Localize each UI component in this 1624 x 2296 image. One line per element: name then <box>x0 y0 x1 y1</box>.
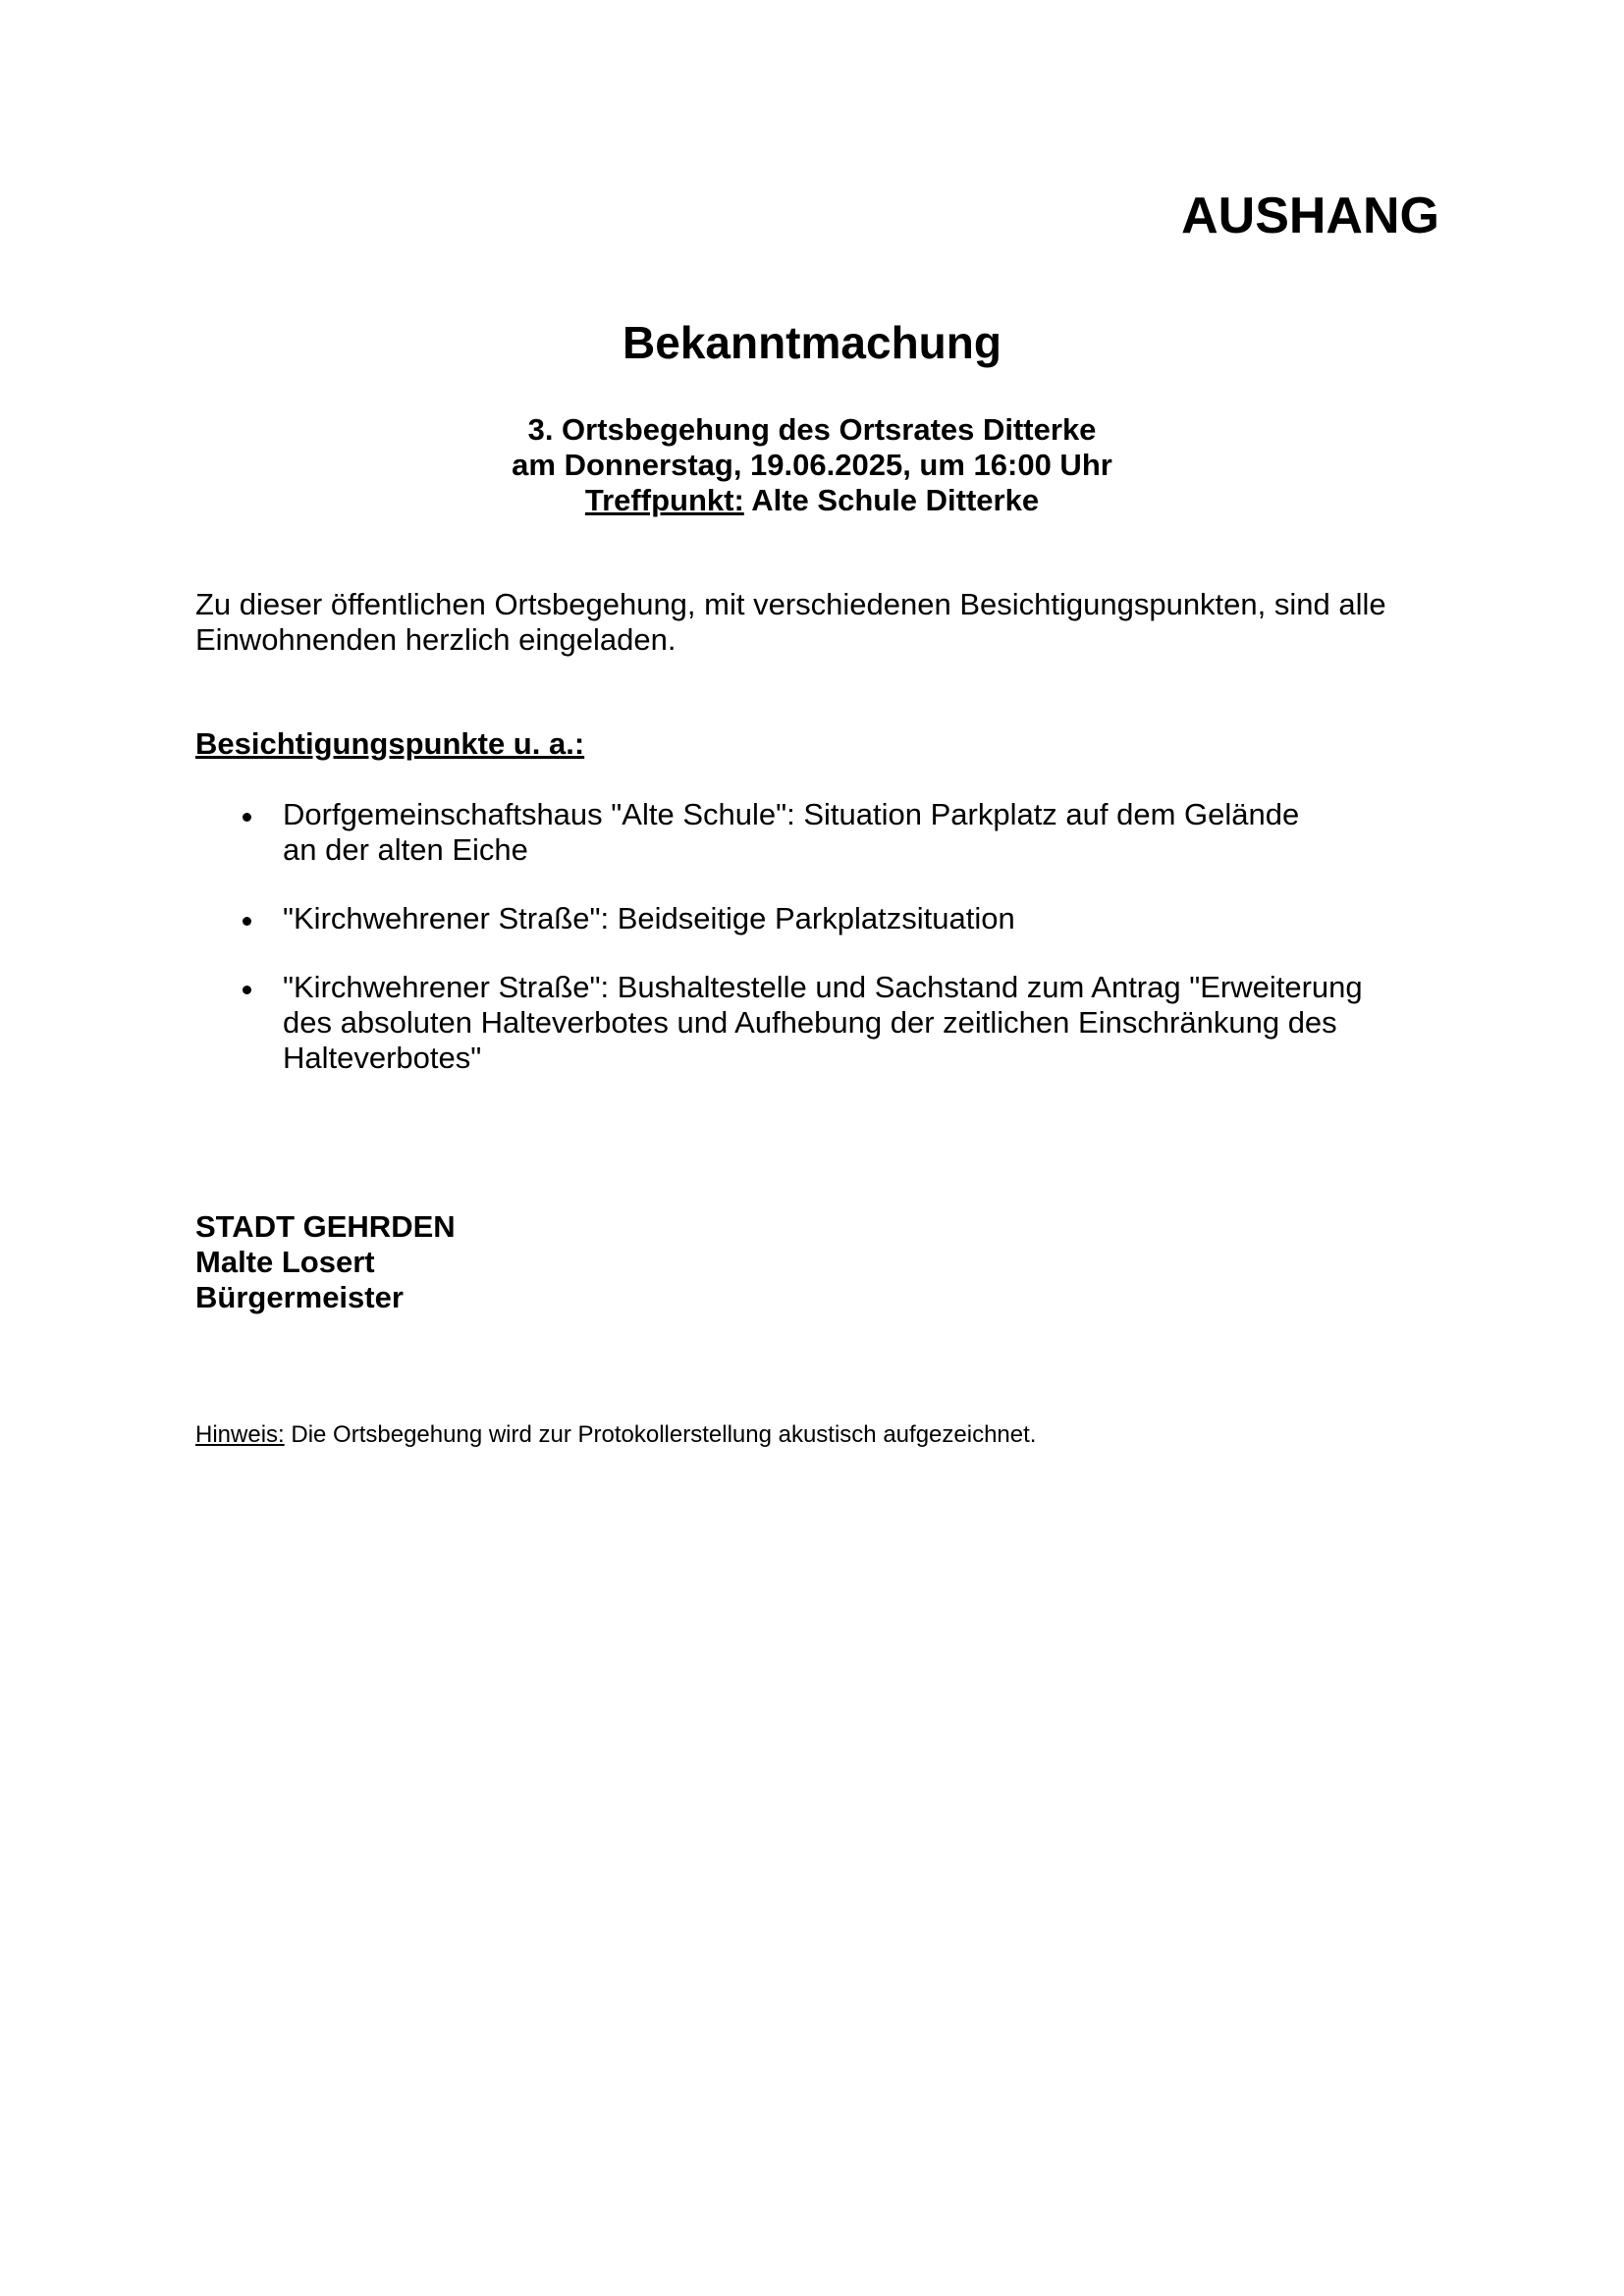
list-item <box>195 797 1374 868</box>
signature-role: Bürgermeister <box>195 1280 404 1314</box>
list-item-line: "Kirchwehrener Straße": Bushaltestelle und Sachstand zum Antrag "Erweiterung <box>283 970 1363 1004</box>
document-title: Bekanntmachung <box>623 317 1001 368</box>
meeting-point-value: Alte Schule Ditterke <box>743 483 1040 517</box>
aushang-label: AUSHANG <box>1181 187 1439 244</box>
bullet-icon <box>243 813 251 822</box>
event-subtitle <box>0 412 1624 518</box>
note-label: Hinweis: <box>195 1421 285 1448</box>
list-item-line: Dorfgemeinschaftshaus "Alte Schule": Situation Parkplatz auf dem Gelände <box>283 797 1300 831</box>
points-list <box>195 797 1374 1109</box>
bullet-icon <box>243 986 251 994</box>
meeting-point-label: Treffpunkt: <box>584 483 744 517</box>
list-item-line: "Kirchwehrener Straße": Beidseitige Parkplatzsituation <box>283 901 1015 935</box>
list-item-line: Halteverbotes" <box>283 1041 482 1075</box>
signature-name: Malte Losert <box>195 1245 375 1279</box>
intro-paragraph: Zu dieser öffentlichen Ortsbegehung, mit verschiedenen Besichtigungspunkten, sind alle Einwohnenden herzlich eingeladen. <box>195 587 1386 657</box>
list-item-line: des absoluten Halteverbotes und Aufhebung der zeitlichen Einschränkung des <box>283 1005 1337 1040</box>
points-heading: Besichtigungspunkte u. a.: <box>195 726 585 761</box>
signature-block <box>195 1209 456 1315</box>
list-item-line: an der alten Eiche <box>283 832 528 867</box>
note-text: Die Ortsbegehung wird zur Protokollerstellung akustisch aufgezeichnet. <box>284 1421 1037 1448</box>
event-name: 3. Ortsbegehung des Ortsrates Ditterke <box>527 412 1097 447</box>
event-date: am Donnerstag, 19.06.2025, um 16:00 Uhr <box>512 448 1112 482</box>
bullet-icon <box>243 917 251 926</box>
signature-org: STADT GEHRDEN <box>195 1209 456 1244</box>
meeting-point <box>0 483 1624 518</box>
list-item <box>195 970 1374 1076</box>
note <box>195 1421 1036 1449</box>
list-item <box>195 901 1374 936</box>
